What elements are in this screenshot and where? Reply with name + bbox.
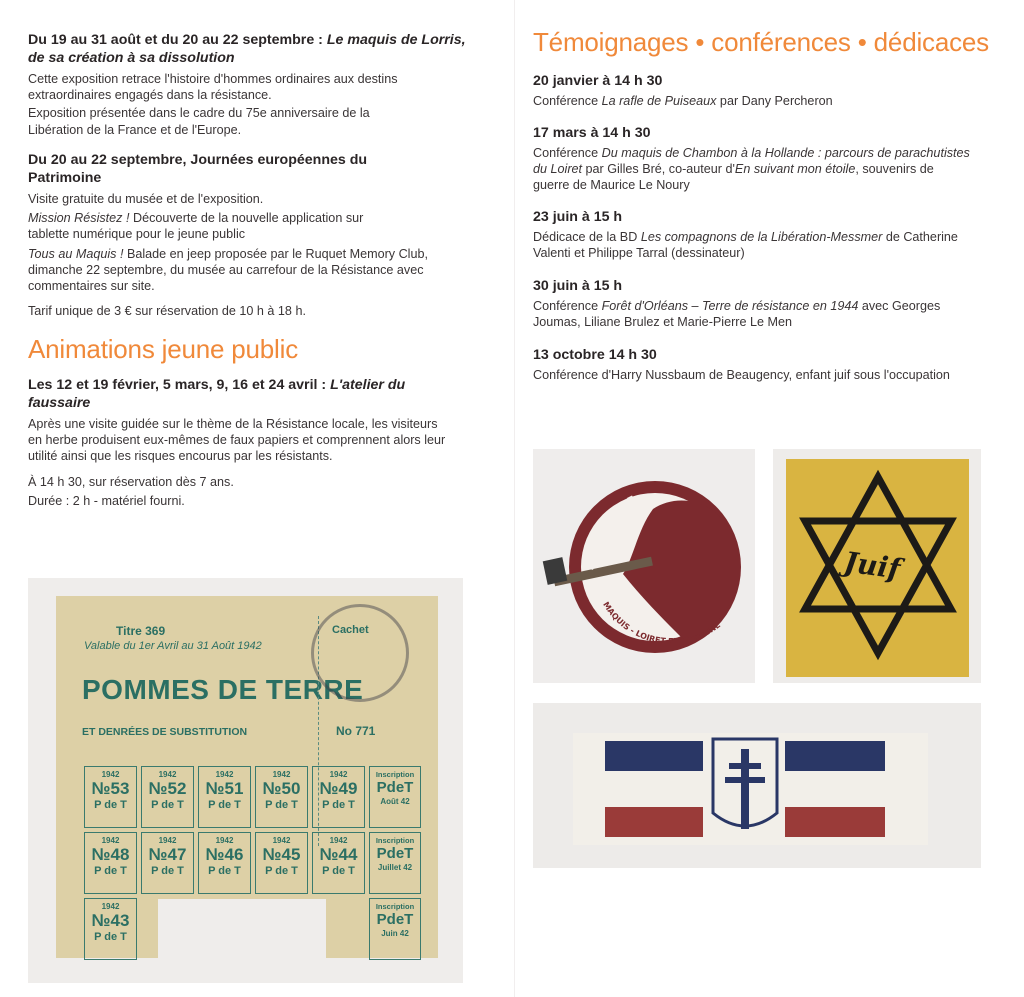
ticket-coupon: 1942 №53 P de T [84,766,137,828]
conference-date: 17 mars à 14 h 30 [533,125,651,141]
ticket-coupon: 1942 №50 P de T [255,766,308,828]
yellow-star-photo [773,449,981,683]
ticket-cutout [158,899,326,959]
ticket-coupon: 1942 №52 P de T [141,766,194,828]
event-description: Durée : 2 h - matériel fourni. [28,493,185,508]
ticket-coupon: 1942 №45 P de T [255,832,308,894]
conference-description: Dédicace de la BD Les compagnons de la Libération-Messmer de Catherine Valenti et Philippe Tarral (dessinateur) [533,230,958,261]
event-description: À 14 h 30, sur réservation dès 7 ans. [28,474,234,489]
ticket-inscription: Inscription PdeT Août 42 [369,766,421,828]
ticket-product: POMMES DE TERRE [82,674,364,705]
ticket-coupon: 1942 №47 P de T [141,832,194,894]
page-fold [514,0,515,997]
conference-date: 23 juin à 15 h [533,209,623,225]
conference-item [533,208,978,261]
event-description: Visite gratuite du musée et de l'exposition. [28,192,264,206]
conference-date: 20 janvier à 14 h 30 [533,73,663,89]
armband [573,733,928,845]
ticket-coupon: 1942 №44 P de T [312,832,365,894]
ticket-coupon: 1942 №46 P de T [198,832,251,894]
conference-description: Conférence La rafle de Puiseaux par Dany Percheron [533,94,833,108]
event-atelier [28,376,468,509]
stamp-icon [311,604,409,702]
badge-bottom-text: MAQUIS - LOIRET ET SOLOGNE [601,600,723,646]
ticket-validity: Valable du 1er Avril au 31 Août 1942 [84,640,262,652]
event-heading: Du 19 au 31 août et du 20 au 22 septembre : Le maquis de Lorris, de sa création à sa dissolution [28,32,466,66]
maquis-badge-icon [533,449,755,683]
ticket-coupon: 1942 №51 P de T [198,766,251,828]
ticket-inscription: Inscription PdeT Juin 42 [369,898,421,960]
ticket-coupon: 1942 №43 P de T [84,898,137,960]
conference-item [533,124,978,194]
event-description: Exposition présentée dans le cadre du 75e anniversaire de la Libération de la France et de l'Europe. [28,106,370,137]
section-title: Témoignages • conférences • dédicaces [533,27,989,57]
section-title: Animations jeune public [28,334,299,364]
conference-date: 30 juin à 15 h [533,278,623,294]
badge-top-text: JE BAROUDE [580,492,639,570]
ticket-cachet: Cachet [332,624,369,636]
event-description: Après une visite guidée sur le thème de la Résistance locale, les visiteurs en herbe produisent eux-mêmes de faux papiers et comprennent alors leur utilité ainsi que les risques encourus par les résistants. [28,417,446,464]
yellow-star-patch [786,459,969,677]
ticket-coupon: 1942 №48 P de T [84,832,137,894]
event-patrimoine [28,151,468,319]
star-text: Juif [841,545,903,586]
event-description: Tous au Maquis ! Balade en jeep proposée par le Ruquet Memory Club, dimanche 22 septembre, du musée au carrefour de la Résistance avec commentaires sur site. [28,246,428,294]
ration-ticket [56,596,438,958]
conference-item [533,346,978,383]
event-heading: Les 12 et 19 février, 5 mars, 9, 16 et 24 avril : L'atelier du faussaire [28,377,406,411]
ticket-number: No 771 [336,724,376,738]
ffi-armband-photo [533,703,981,868]
conference-description: Conférence Forêt d'Orléans – Terre de résistance en 1944 avec Georges Joumas, Liliane Brulez et Marie-Pierre Le Men [533,299,941,330]
event-exhibition [28,31,468,138]
conference-description: Conférence Du maquis de Chambon à la Hollande : parcours de parachutistes du Loiret par Gilles Bré, co-auteur d'En suivant mon étoile, souvenirs de guerre de Maurice Le Noury [533,146,970,193]
conference-item [533,277,978,330]
ticket-inscription: Inscription PdeT Juillet 42 [369,832,421,894]
event-heading: Du 20 au 22 septembre, Journées européennes du Patrimoine [28,152,368,186]
ticket-coupon: 1942 №49 P de T [312,766,365,828]
ration-ticket-photo [28,578,463,983]
event-description: Cette exposition retrace l'histoire d'hommes ordinaires aux destins extraordinaires engagés dans la résistance. [28,72,398,103]
conference-date: 13 octobre 14 h 30 [533,347,657,363]
ticket-title: Titre 369 [116,624,166,638]
conference-description: Conférence d'Harry Nussbaum de Beaugency, enfant juif sous l'occupation [533,368,950,382]
event-description: Mission Résistez ! Découverte de la nouvelle application sur tablette numérique pour le jeune public [28,211,364,242]
maquis-badge-photo [533,449,755,683]
conference-item [533,72,978,109]
armband-flag-icon [573,733,928,845]
event-price: Tarif unique de 3 € sur réservation de 10 h à 18 h. [28,304,306,319]
ticket-subtitle: ET DENRÉES DE SUBSTITUTION [82,726,248,738]
